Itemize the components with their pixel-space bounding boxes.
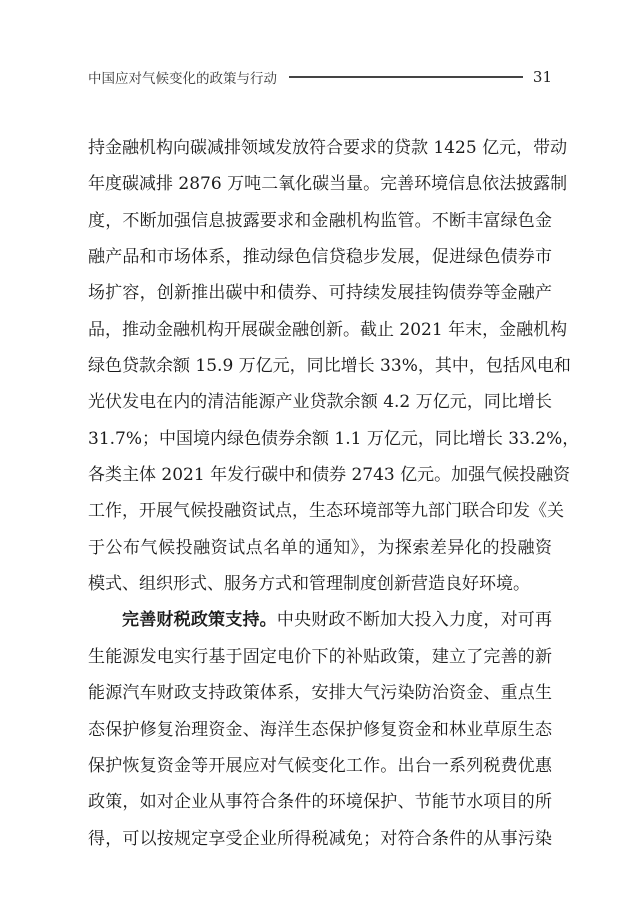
running-header <box>88 66 552 88</box>
paragraph-first-line <box>88 602 552 638</box>
text-line: 度，不断加强信息披露要求和金融机构监管。不断丰富绿色金 <box>88 210 552 231</box>
text-line: 持金融机构向碳减排领域发放符合要求的贷款 1425 亿元，带动 <box>88 138 568 158</box>
text-line: 绿色贷款余额 15.9 万亿元，同比增长 33%，其中，包括风电和 <box>88 356 571 377</box>
text-span: 中央财政不断加大投入力度，对可再 <box>276 610 552 631</box>
text-line: 态保护修复治理资金、海洋生态保护修复资金和林业草原生态 <box>88 719 552 740</box>
text-line: 能源汽车财政支持政策体系，安排大气污染防治资金、重点生 <box>88 683 552 704</box>
text-line: 政策，如对企业从事符合条件的环境保护、节能节水项目的所 <box>88 792 552 813</box>
text-line: 年度碳减排 2876 万吨二氧化碳当量。完善环境信息依法披露制 <box>88 174 568 195</box>
text-line: 模式、组织形式、服务方式和管理制度创新营造良好环境。 <box>88 574 530 595</box>
text-line: 品，推动金融机构开展碳金融创新。截止 2021 年末，金融机构 <box>88 319 568 340</box>
text-line: 融产品和市场体系，推动绿色信贷稳步发展，促进绿色债券市 <box>88 247 552 268</box>
header-title: 中国应对气候变化的政策与行动 <box>88 71 277 87</box>
text-line: 各类主体 2021 年发行碳中和债券 2743 亿元。加强气候投融资 <box>88 465 571 486</box>
text-line: 于公布气候投融资试点名单的通知》，为探索差异化的投融资 <box>88 537 552 558</box>
text-line: 光伏发电在内的清洁能源产业贷款余额 4.2 万亿元，同比增长 <box>88 392 552 413</box>
text-line: 工作，开展气候投融资试点，生态环境部等九部门联合印发《关 <box>88 501 564 522</box>
text-line: 得，可以按规定享受企业所得税减免；对符合条件的从事污染 <box>88 828 552 849</box>
text-line: 场扩容，创新推出碳中和债券、可持续发展挂钩债券等金融产 <box>88 283 552 304</box>
paragraph-heading: 完善财税政策支持。 <box>122 610 277 631</box>
body-text <box>88 130 580 857</box>
page-number: 31 <box>532 68 552 86</box>
text-line: 31.7%；中国境内绿色债券余额 1.1 万亿元，同比增长 33.2%， <box>88 428 580 449</box>
text-line: 保护恢复资金等开展应对气候变化工作。出台一系列税费优惠 <box>88 755 552 776</box>
text-line: 生能源发电实行基于固定电价下的补贴政策，建立了完善的新 <box>88 646 552 667</box>
header-rule <box>289 76 523 78</box>
